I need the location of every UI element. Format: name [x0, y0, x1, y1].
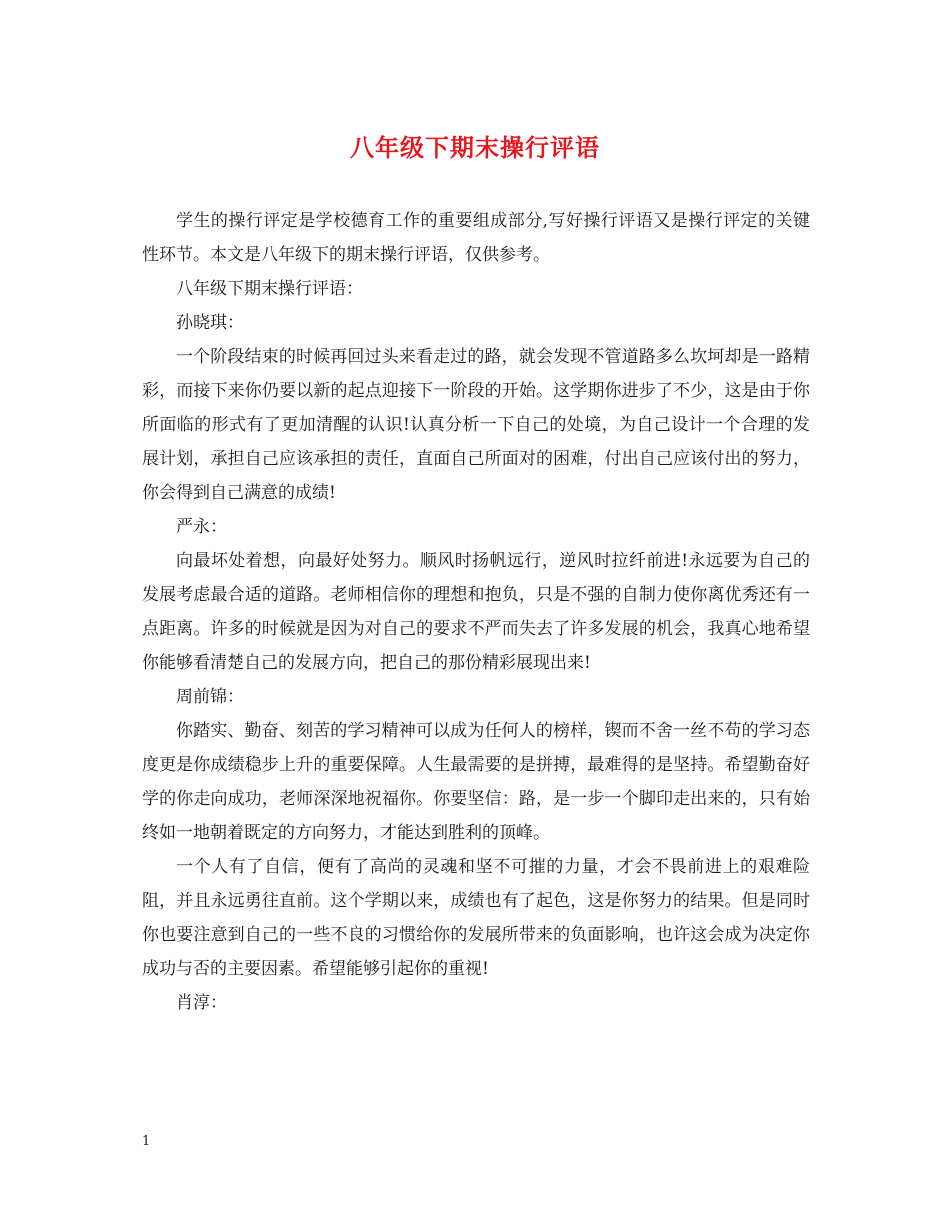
student-name: 肖淳：	[176, 993, 227, 1013]
comment-paragraph: 向最坏处着想，向最好处努力。顺风时扬帆远行，逆风时拉纤前进!永远要为自己的发展考虑最合适的道路。老师相信你的理想和抱负，只是不强的自制力使你离优秀还有一点距离。许多的时候就是因为对自己的要求不严而失去了许多发展的机会，我真心地希望你能够看清楚自己的发展方向，把自己的那份精彩展现出来!	[142, 551, 810, 673]
comment-paragraph: 一个阶段结束的时候再回过头来看走过的路，就会发现不管道路多么坎坷却是一路精彩，而接下来你仍要以新的起点迎接下一阶段的开始。这学期你进步了不少，这是由于你所面临的形式有了更加清醒的认识!认真分析一下自己的处境，为自己设计一个合理的发展计划，承担自己应该承担的责任，直面自己所面对的困难，付出自己应该付出的努力，你会得到自己满意的成绩!	[142, 347, 810, 503]
comment-paragraph: 一个人有了自信，便有了高尚的灵魂和坚不可摧的力量，才会不畏前进上的艰难险阻，并且永远勇往直前。这个学期以来，成绩也有了起色，这是你努力的结果。但是同时你也要注意到自己的一些不良的习惯给你的发展所带来的负面影响，也许这会成为决定你成功与否的主要因素。希望能够引起你的重视!	[142, 857, 810, 979]
student-name: 周前锦：	[176, 687, 244, 707]
section-heading: 八年级下期末操行评语：	[176, 279, 363, 299]
student-name: 严永：	[176, 517, 227, 537]
comment-paragraph: 你踏实、勤奋、刻苦的学习精神可以成为任何人的榜样，锲而不舍一丝不苟的学习态度更是你成绩稳步上升的重要保障。人生最需要的是拼搏，最难得的是坚持。希望勤奋好学的你走向成功，老师深深地祝福你。你要坚信：路，是一步一个脚印走出来的，只有始终如一地朝着既定的方向努力，才能达到胜利的顶峰。	[142, 721, 810, 843]
document-title: 八年级下期末操行评语	[350, 133, 600, 162]
intro-paragraph: 学生的操行评定是学校德育工作的重要组成部分,写好操行评语又是操行评定的关键性环节。本文是八年级下的期末操行评语，仅供参考。	[142, 211, 810, 265]
document-body	[142, 204, 810, 1020]
page-number: 1	[142, 1134, 151, 1149]
student-name: 孙晓琪：	[176, 313, 244, 333]
